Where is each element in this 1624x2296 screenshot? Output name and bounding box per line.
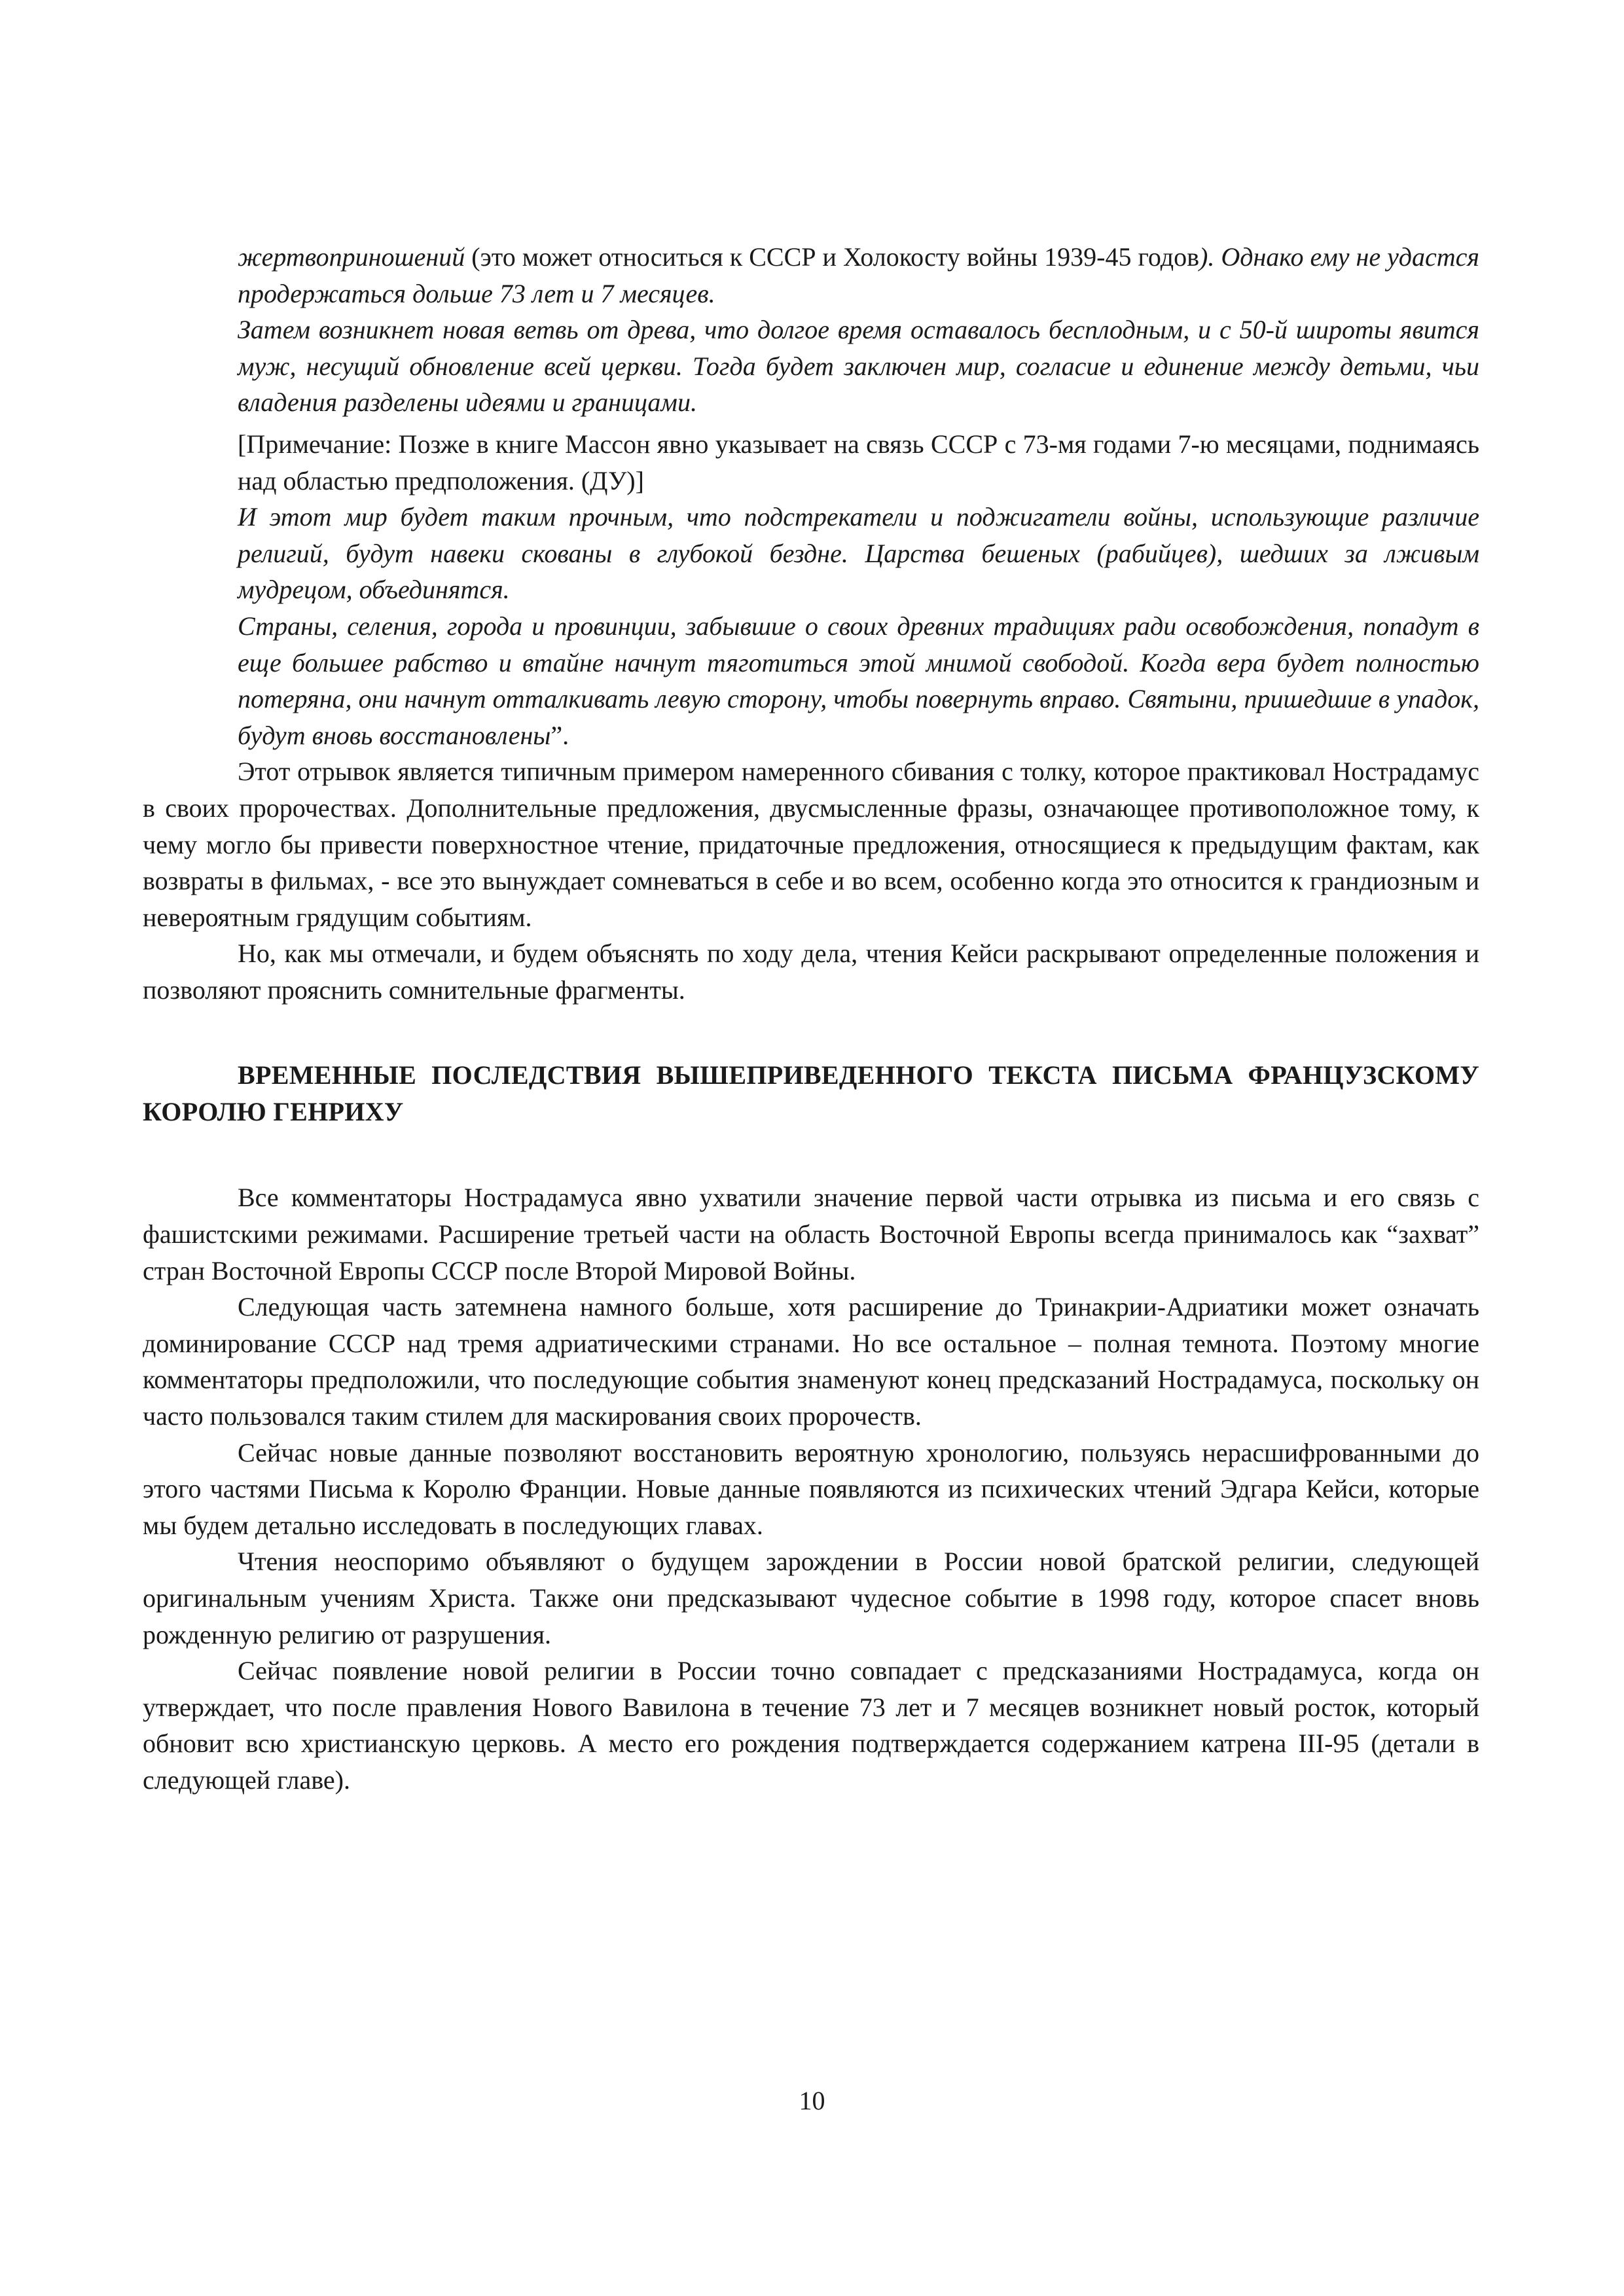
editor-note: [Примечание: Позже в книге Массон явно указывает на связь СССР с 73-мя годами 7-ю месяцами, поднимаясь над областью предположения. (ДУ)] bbox=[238, 429, 1479, 495]
quote-comment: (это может относиться к СССР и Холокосту войны 1939-45 годов bbox=[465, 242, 1199, 272]
body-paragraph-5: Сейчас новые данные позволяют восстановить вероятную хронологию, пользуясь нерасшифрованными до этого частями Письма к Королю Франции. Новые данные появляются из психических чтений Эдгара Кейси, которые мы будем детально исследовать в последующих главах. bbox=[143, 1437, 1479, 1540]
quote-italic-tail: ). Однако ему не удастся продержаться дольше 73 лет и 7 месяцев. bbox=[238, 242, 1480, 308]
quote-closing-mark: ”. bbox=[550, 720, 569, 750]
quote-paragraph-2: Затем возникнет новая ветвь от древа, что долгое время оставалось бесплодным, и с 50-й широты явится муж, несущий обновление всей церкви. Тогда будет заключен мир, согласие и единение между детьми, чьи владения разделены идеями и границами. bbox=[238, 315, 1479, 418]
quote-paragraph-3: И этот мир будет таким прочным, что подстрекатели и поджигатели войны, использующие различие религий, будут навеки скованы в глубокой бездне. Царства бешеных (рабийцев), шедших за лживым мудрецом, объединятся. bbox=[238, 502, 1479, 605]
page-text bbox=[143, 239, 1479, 1799]
quote-italic-start: жертвоприношений bbox=[238, 242, 465, 272]
quote-paragraph-1 bbox=[238, 239, 1479, 312]
body-paragraph-1: Этот отрывок является типичным примером намеренного сбивания с толку, которое практиковал Нострадамус в своих пророчествах. Дополнительные предложения, двусмысленные фразы, означающее противоположное тому, к чему могло бы привести поверхностное чтение, придаточные предложения, относящиеся к предыдущим фактам, как возвраты в фильмах, - все это вынуждает сомневаться в себе и во всем, особенно когда это относится к грандиозным и невероятным грядущим событиям. bbox=[143, 757, 1479, 932]
page-number: 10 bbox=[799, 2086, 825, 2115]
body-paragraph-3: Все комментаторы Нострадамуса явно ухватили значение первой части отрывка из письма и его связь с фашистскими режимами. Расширение третьей части на область Восточной Европы всегда принималось как “захват” стран Восточной Европы СССР после Второй Мировой Войны. bbox=[143, 1183, 1479, 1285]
body-paragraph-6: Чтения неоспоримо объявляют о будущем зарождении в России новой братской религии, следующей оригинальным учениям Христа. Также они предсказывают чудесное событие в 1998 году, которое спасет вновь рожденную религию от разрушения. bbox=[143, 1547, 1479, 1649]
section-heading: ВРЕМЕННЫЕ ПОСЛЕДСТВИЯ ВЫШЕПРИВЕДЕННОГО ТЕКСТА ПИСЬМА ФРАНЦУЗСКОМУ КОРОЛЮ ГЕНРИХУ bbox=[143, 1060, 1479, 1127]
body-paragraph-2: Но, как мы отмечали, и будем объяснять по ходу дела, чтения Кейси раскрывают определенные положения и позволяют прояснить сомнительные фрагменты. bbox=[143, 939, 1479, 1005]
body-paragraph-4: Следующая часть затемнена намного больше, хотя расширение до Тринакрии-Адриатики может означать доминирование СССР над тремя адриатическими странами. Но все остальное – полная темнота. Поэтому многие комментаторы предположили, что последующие события знаменуют конец предсказаний Нострадамуса, поскольку он часто пользовался таким стилем для маскирования своих пророчеств. bbox=[143, 1292, 1479, 1431]
quote-paragraph-4-text: Страны, селения, города и провинции, забывшие о своих древних традициях ради освобождения, попадут в еще большее рабство и втайне начнут тяготиться этой мнимой свободой. Когда вера будет полностью потеряна, они начнут отталкивать левую сторону, чтобы повернуть вправо. Святыни, пришедшие в упадок, будут вновь восстановлены bbox=[238, 611, 1479, 750]
body-paragraph-7: Сейчас появление новой религии в России точно совпадает с предсказаниями Нострадамуса, когда он утверждает, что после правления Нового Вавилона в течение 73 лет и 7 месяцев возникнет новый росток, который обновит всю христианскую церковь. А место его рождения подтверждается содержанием катрена III-95 (детали в следующей главе). bbox=[143, 1656, 1479, 1795]
quote-paragraph-4 bbox=[238, 608, 1479, 753]
